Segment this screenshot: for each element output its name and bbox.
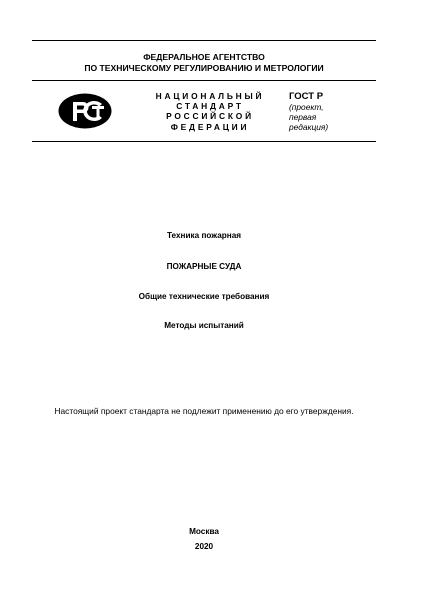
document-subtitle: Общие технические требования (138, 292, 270, 301)
draft-notice: Настоящий проект стандарта не подлежит применению до его утверждения. (54, 406, 354, 416)
standard-title (140, 91, 280, 132)
draft-note-line-2: первая (289, 112, 317, 123)
header-rule (32, 80, 376, 81)
agency-line-1: ФЕДЕРАЛЬНОЕ АГЕНТСТВО (143, 52, 265, 62)
document-title: ПОЖАРНЫЕ СУДА (166, 262, 242, 271)
standard-title-line-4: ФЕДЕРАЦИИ (170, 121, 250, 132)
gost-r-logo-icon (58, 93, 112, 129)
publication-city: Москва (189, 527, 219, 536)
document-methods: Методы испытаний (164, 321, 244, 330)
standard-code: ГОСТ Р (289, 91, 324, 102)
draft-note-line-1: (проект, (289, 102, 324, 112)
agency-name (32, 52, 376, 73)
subject-heading: Техника пожарная (166, 231, 242, 240)
standard-title-line-3: РОССИЙСКОЙ (166, 111, 254, 122)
header-bottom-rule (32, 141, 376, 142)
top-rule (32, 40, 376, 41)
standard-title-line-1: НАЦИОНАЛЬНЫЙ (155, 91, 265, 101)
draft-note (289, 102, 328, 133)
standard-title-line-2: СТАНДАРТ (176, 101, 244, 112)
publication-year: 2020 (194, 542, 214, 551)
draft-note-line-3: редакция) (289, 122, 329, 133)
agency-line-2: ПО ТЕХНИЧЕСКОМУ РЕГУЛИРОВАНИЮ И МЕТРОЛОГИИ (84, 62, 324, 73)
